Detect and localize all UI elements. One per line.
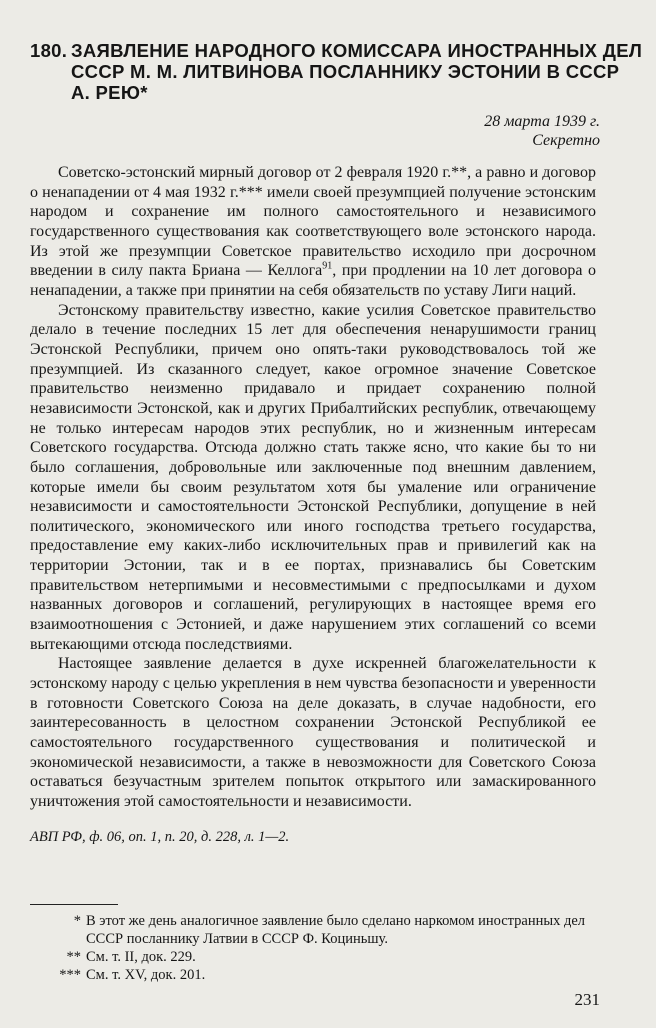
footnote-text: См. т. II, док. 229. xyxy=(86,949,196,965)
paragraph-1 xyxy=(30,163,596,301)
footnote-text: В этот же день аналогичное заявление было сделано наркомом иностранных дел СССР посланнику Латвии в СССР Ф. Коциньшу. xyxy=(86,913,586,947)
page-number: 231 xyxy=(574,990,600,1009)
document-date: 28 марта 1939 г. xyxy=(484,113,600,130)
title-line-2: СССР М. М. ЛИТВИНОВА ПОСЛАННИКУ ЭСТОНИИ В СССР xyxy=(71,61,620,82)
title-line-1: ЗАЯВЛЕНИЕ НАРОДНОГО КОМИССАРА ИНОСТРАННЫХ ДЕЛ xyxy=(71,40,643,61)
footnote-item xyxy=(30,912,596,948)
footnote-text: См. т. XV, док. 201. xyxy=(86,967,206,983)
dateline xyxy=(484,112,600,150)
paragraph-2: Эстонскому правительству известно, какие усилия Советское правительство делало в течение последних 15 лет для обеспечения ненарушимости границ Эстонской Республики, причем оно опять-таки руководствовалось той же презумпцией. Из сказанного следует, какое огромное значение Советское правительство неизменно придавало и придает сохранению полной независимости Эстонской, как и других Прибалтийских республик, отвечающему не только интересам народов этих республик, но и жизненным интересам Советского государства. Отсюда должно стать также ясно, что какие бы то ни было соглашения, добровольные или заключенные под внешним давлением, которые имели бы своим результатом хотя бы умаление или ограничение независимости и самостоятельности Эстонской Республики, допущение в ней политического, экономического или иного господства третьего государства, предоставление ему каких-либо исключительных прав и привилегий как на территории Эстонии, так и в ее портах, признавались бы Советским правительством нетерпимыми и несовместимыми с предпосылками и духом названных договоров и соглашений, регулирующих в настоящее время его взаимоотношения с Эстонией, и даже нарушением этих соглашений со всеми вытекающими отсюда последствиями. xyxy=(30,301,596,653)
footnote-divider xyxy=(30,904,118,905)
footnote-mark: ** xyxy=(66,949,81,965)
footnote-item xyxy=(30,948,596,966)
footnote-item xyxy=(30,966,596,984)
archive-source: АВП РФ, ф. 06, оп. 1, п. 20, д. 228, л. 1—2. xyxy=(30,829,290,845)
footnote-ref-91: 91 xyxy=(322,260,333,272)
title-line-3: А. РЕЮ* xyxy=(71,82,148,103)
footnote-mark: *** xyxy=(59,967,81,983)
document-number: 180. xyxy=(30,40,68,61)
paragraph-1-text-b: , при продлении на 10 лет договора о ненападении, а также при принятии на себя обязательств по уставу Лиги наций. xyxy=(30,262,596,299)
paragraph-1-text-a: Советско-эстонский мирный договор от 2 февраля 1920 г.**, а равно и договор о ненападении от 4 мая 1932 г.*** имели своей презумпцией получение эстонским народом и сохранение им полного самостоятельного и независимого государственного существования как соответствующего воле эстонского народа. Из этой же презумпции Советское правительство исходило при досрочном введении в силу пакта Бриана — Келлога xyxy=(30,164,596,280)
classification-label: Секретно xyxy=(532,132,600,149)
footnotes xyxy=(30,912,596,984)
footnote-mark: * xyxy=(73,913,81,929)
statement-body xyxy=(30,163,596,812)
paragraph-3: Настоящее заявление делается в духе искренней благожелательности к эстонскому народу с целью укрепления в нем чувства безопасности и уверенности в готовности Советского Союза на деле доказать, в случае надобности, его заинтересованность в целостном сохранении Эстонской Республикой ее самостоятельного государственного существования и политической и экономической независимости, а также в невозможности для Советского Союза оставаться безучастным зрителем попыток открытого или замаскированного уничтожения этой самостоятельности и независимости. xyxy=(30,655,596,810)
